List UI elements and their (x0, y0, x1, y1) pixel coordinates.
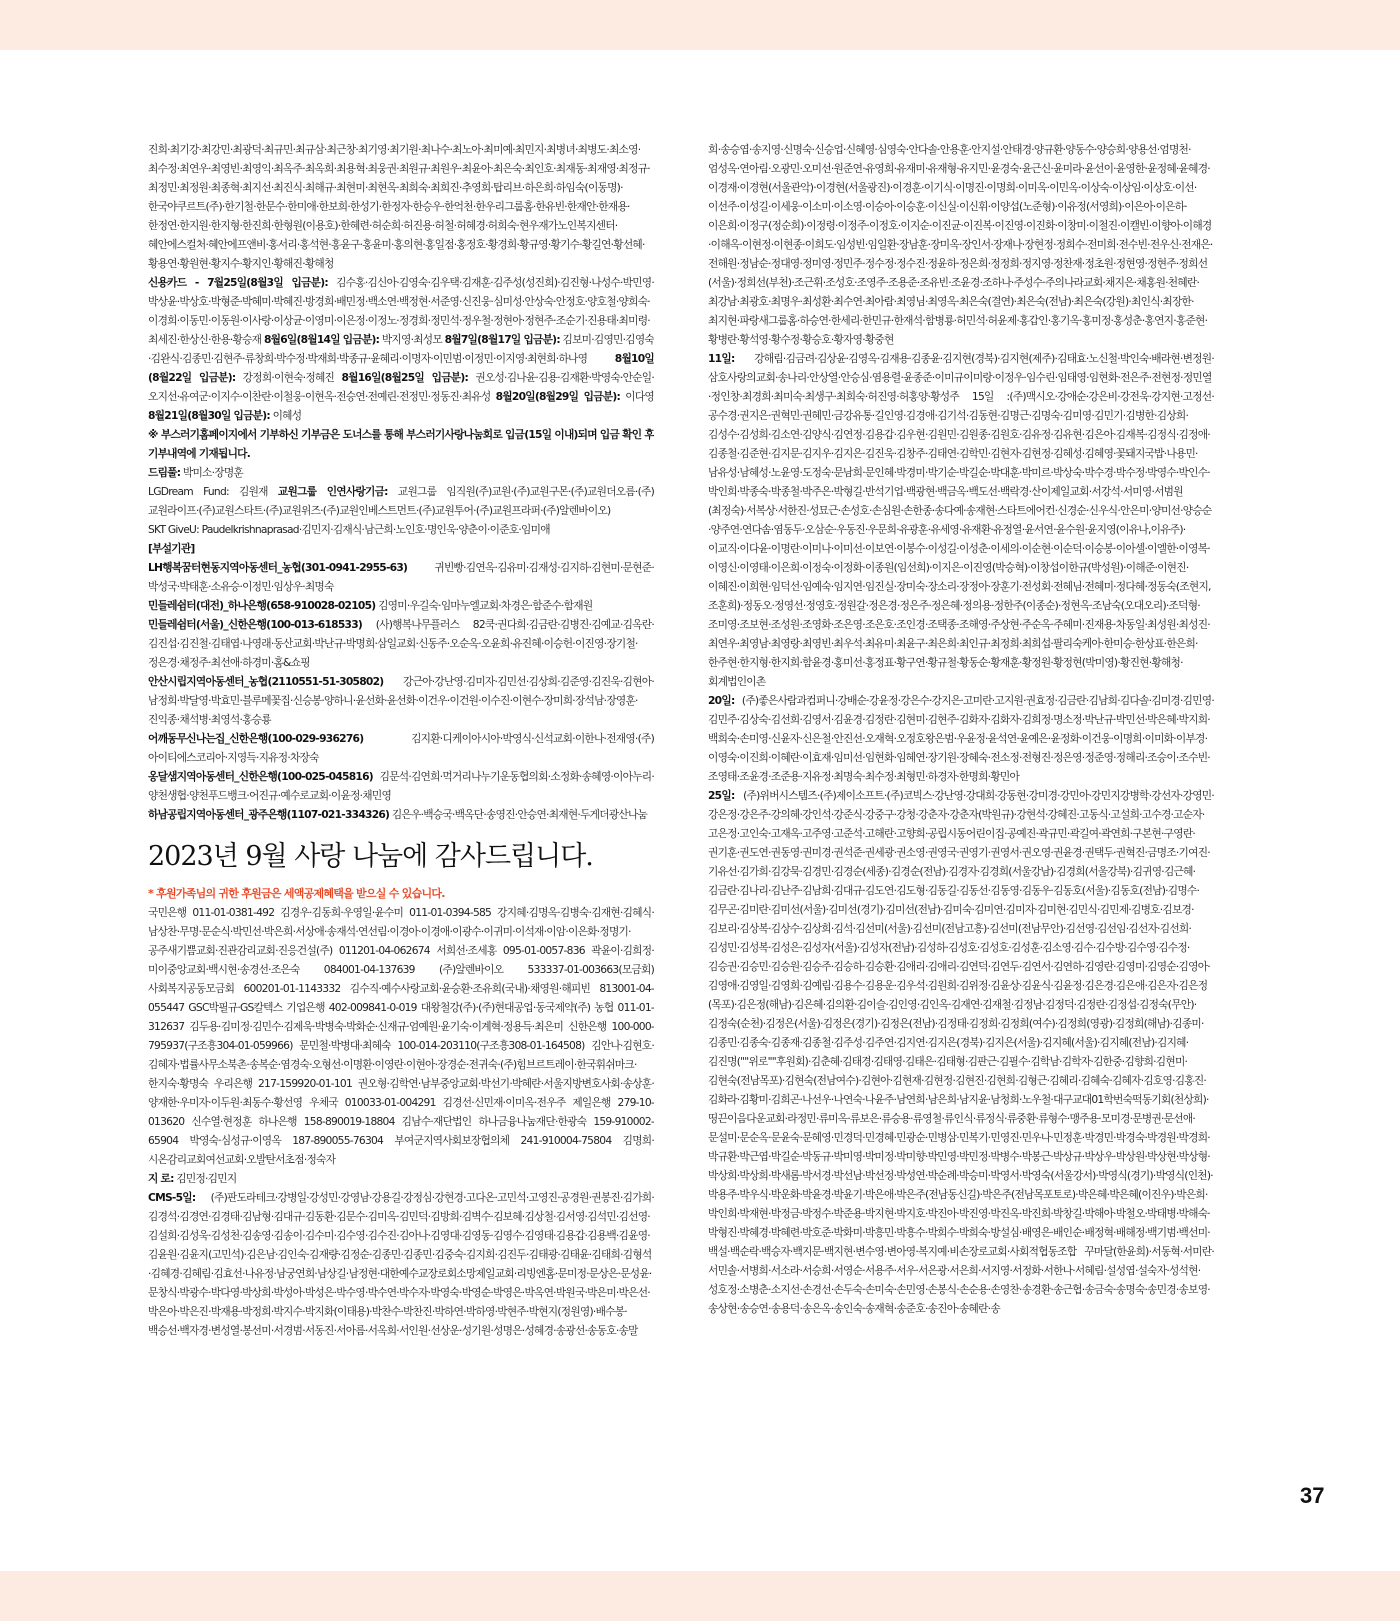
affiliate-2: 민들레쉼터(대전)_하나은행(658-910028-02105) 김영미·우길숙·임마누엘교회·차경은·함준수·함재원 (148, 599, 593, 612)
left-column (148, 140, 654, 1492)
cc4-text: 강정희·이현숙·정혜진 (242, 371, 335, 384)
cc4-label: 8월10일(8월22일 입금분): (148, 352, 654, 384)
affiliate-3: 민들레쉼터(서울)_신한은행(100-013-618533) (사)행복나무플러스 82쿡·권다희·김금란·김병진·김예교·김옥란·김진섭·김진철·김태엽·나영래·동산교회·박난규·박명희·삼일교회·신동주·오순옥·오윤희·유진혜·이승헌·이진영·장기철·정은경·채정주·최선애·하경미·홈&쇼핑 (148, 618, 654, 669)
affiliate-4: 안산시립지역아동센터_농협(2110551-51-305802) 강근아·강난영·김미자·김민선·김상희·김준영·김진욱·김현아·남정희·박달영·박효민·블루메꽃집·신승봉·양하니·윤선화·윤선화·이건우·이건원·이수진·이현수·장미희·장석남·장영훈·진익종·채석병·최영석·홍승룡 (148, 675, 654, 726)
cms-25-line: 25일: (주)위버시스템즈·(주)제이소프트·(주)코빅스·강난영·강대희·강동현·강미경·강민아·강민지강병학·강선자·강영민·강은정·강은주·강의혜·강인석·강준식·강중구·강청·강춘자·강춘자(박원규)·강현석·강혜진·고동식·고설희·고수경·고순자·고은정·고인숙·고재옥·고주영·고준석·고해란·고향희·공립시동어린이집·공예진·곽규민·곽길여·곽연희·구본현·구영란·권기훈·권도연·권동영·권미경·권석준·권세광·권소영·권영국·권영기·권영서·권오영·권윤경·권택두·권혁진·금명조·기여진·기유선·김가희·김강묵·김경민·김경순(세종)·김경순(전남)·김경자·김경희(서울강남)·김경희(서울강북)·김귀영·김근혜·김금란·김나리·김난주·김남희·김대규·김도연·김도형·김동길·김동선·김동영·김동우·김동호(서울)·김동호(전남)·김명수·김무곤·김미란·김미선(서울)·김미선(경기)·김미선(전남)·김미숙·김미연·김미자·김미현·김민식·김민제·김병호·김보경·김보리·김상복·김상수·김상희·김석·김선미(서울)·김선미(전남고흥)·김선미(전남무안)·김선영·김선임·김선자·김선희·김성민·김성복·김성은·김성자(서울)·김성자(전남)·김성하·김성호·김성호·김성훈·김소영·김수·김수방·김수영·김수정·김승권·김승민·김승원·김승주·김승하·김승환·김애리·김애리·김연덕·김연두·김연서·김연하·김영란·김영미·김영순·김영아·김영애·김영일·김영희·김예림·김용수·김용운·김우석·김원희·김위정·김윤상·김윤식·김윤정·김은경·김은애·김은자·김은정(목포)·김은정(해남)·김은혜·김의환·김이슬·김인영·김인옥·김재연·김재철·김정남·김정덕·김정란·김정섭·김정숙(무안)·김정숙(순천)·김정은(서울)·김정은(경기)·김정은(전남)·김정태·김정희·김정희(여수)·김정희(영광)·김정희(해남)·김종미·김종민·김종숙·김종재·김종철·김주성·김주연·김지연·김지은(경북)·김지은(서울)·김지혜(서울)·김지혜(전남)·김지혜·김진명(""위로""후원회)·김춘혜·김태경·김태영·김태은·김태형·김판근·김필수·김학남·김학자·김한중·김향희·김현미·김현숙(전남목포)·김현숙(전남여수)·김현아·김현재·김현정·김현진·김현희·김형근·김혜리·김혜숙·김혜자·김호영·김홍진·김화라·김황미·김희곤·나선우·나연숙·나윤주·남연희·남은희·남지윤·남청희·노우철·대구교대01학번숙떡동기회(천상희)·띵끈이음다운교회·라정민·류미옥·류보은·류승용·류영철·류인식·류정식·류중환·류형수·맹주용·모미경·문병권·문선애·문설미·문순옥·문윤숙·문혜영·민경덕·민경혜·민광순·민병삼·민복기·민영진·민우나·민정훈·박경민·박경숙·박경원·박경희·박규환·박근엽·박길순·박동규·박미영·박미정·박미향·박민영·박민정·박병수·박봉근·박상규·박상우·박상원·박상현·박상형·박상희·박상희·박새롬·박서경·박선남·박선정·박성연·박순례·박승미·박영서·박영숙(서울강서)·박영식(경기)·박영식(인천)·박용주·박우식·박운화·박윤경·박윤기·박은애·박은주(전남동신길)·박은주(전남목포토로)·박은혜·박은혜(이진우)·박은희·박인희·박재현·박정금·박정수·박준용·박지현·박지호·박진아·박진영·박진옥·박진희·박창길·박해아·박철오·박태병·박해숙·박형진·박혜경·박혜련·박호준·박화미·박흥민·박흥수·박희수·박희숙·방설심·배영은·배인순·배정혁·배해정·백기범·백선미·백설·백순락·백승자·백지문·백지현·변수영·변아영·복지예·비손장로교회·사회적협동조합 꾸마달(한윤희)·서동혁·서미란·서민솔·서병희·서소라·서승희·서영순·서용주·서우·서은광·서은희·서지영·서정화·서한나·서혜림·설성엽·설숙자·성석현·성호정·소병춘·소지선·손경선·손두숙·손미숙·손민영·손봉식·손순용·손영찬·송경환·송근협·송금숙·송명숙·송민경·송보영·송상현·송승연·송용덕·송은옥·송인숙·송재혁·송준호·송진아·송혜란·송 (708, 789, 1214, 1315)
bank-donors: 국민은행 011-01-0381-492 김경우·김동희·우영일·윤수미 011-01-0394-585 강지혜·김명옥·김병숙·김재현·김혜식·남상찬·무명·문순식·박민선·박은희·서상애·송재석·연선림·이경아·이경애·이광수·이귀미·이석재·이암·이은화·정명기·공주새기쁨교회·진관감리교회·진응건설(주) 011201-04-062674 서희선·조세홍 095-01-0057-836 곽윤이·김희정·미이중앙교회·백시현·송경선·조은숙 084001-04-137639 (주)알렌바이오 533337-01-003663(모금회) 사회복지공동모금회 600201-01-1143332 김수직·예수사랑교회·윤승환·조유희(국내)·채영원·해피빈 813001-04-055447 GSC박필규·GS칼텍스 기업은행 402-009841-0-019 대왕철강(주)·(주)현대공업·동국제약(주) 농협 011-01-312637 김두용·김미정·김민수·김제욱·박병숙·박화순·신재규·엄예원·윤기숙·이계혁·정용득·최은미 신한은행 100-000-795937(구조흥304-01-059966) 문민철·박병대·최혜숙 100-014-203110(구조흥308-01-164508) 김안나·김현호·김혜자·법률사무소북촌·송복순·염경숙·오형선·이명환·이영란·이현아·장경순·전귀숙·(주)힘브르트레이·한국휘쉬마크·한지숙·황명숙 우리은행 217-159920-01-101 권오형·김학연·남부중앙교회·박선기·박혜란·서울지방변호사회·송상훈·양재한·우미자·이두원·최동수·황선영 우체국 010033-01-004291 김경선·신민재·이미옥·전우주 제일은행 279-10-013620 신수열·현정훈 하나은행 158-890019-18804 김남수·재단법인 하나금융나눔재단·한광숙 159-910002-65904 박영숙·심성규·이영옥 187-890055-76304 부여군지역사회보장협의체 241-910004-75804 김명희·시온감리교회여선교회·오발탄서초점·정숙자 (148, 906, 654, 1166)
cc2-label: 8월6일(8월14일 입금분): (263, 333, 380, 346)
cms-continued: 희·송승엽·송지영·신명숙·신승업·신혜영·심영숙·안다솔·안용훈·안지설·안태경·양규환·양동수·양승희·양용선·엄명천·엄성옥·연아림·오광민·오미선·원준연·유영희·유재미·유재형·유지민·윤경숙·윤근신·윤미라·윤선이·윤영한·윤정혜·윤혜경·이경재·이경현(서울관악)·이경현(서울광진)·이경훈·이기식·이명진·이명희·이미옥·이민옥·이상숙·이상임·이상호·이선·이선주·이성길·이세웅·이소미·이소영·이승아·이승훈·이신실·이신휘·이양섭(노준형)·이유정(서영희)·이은아·이은하·이은희·이정구(정순희)·이정령·이정주·이정호·이지순·이진균·이진복·이진영·이진화·이창미·이철진·이캘빈·이향아·이해경·이해옥·이현정·이현종·이희도·임성빈·임일환·장남훈·장미옥·장인서·장재나·장현정·정희수·전미희·전수빈·전우신·전재은·전해원·정남순·정대영·정미영·정민주·정수정·정수진·정윤하·정은희·정정희·정지영·정찬재·정초원·정현영·정현주·정희선(서울)·정희선(부천)·조근휘·조성호·조영주·조용준·조유빈·조윤경·조하나·주성수·주의나라교회·채지은·채홍원·천혜란·최강남·최광호·최명우·최성환·최수연·최아람·최영님·최영옥·최은숙(결연)·최은숙(전남)·최은숙(강원)·최인식·최장한·최지현·파랑새그룹홈·하승연·한세리·한민규·한재석·함병룡·허민석·허윤제·홍갑인·홍기옥·홍미정·홍성춘·홍연지·홍준현·황병란·황석영·황수정·황승호·황자영·황중현 (708, 143, 1213, 346)
cc-label: 신용카드 - 7월25일(8월3일 입금분): (148, 276, 328, 289)
cc5-text: 권오성·김나윤·김용·김재환·박영숙·안순일·오지선·유여군·이지수·이찬란·이철웅·이현옥·전승연·전예린·전정민·정동진·최유성 (148, 371, 654, 403)
affiliate-5: 어깨동무신나는집_신한은행(100-029-936276) 김지환·디케이아시아·박영식·신석교회·이한나·전재영·(주)아이티에스코리아·지영득·지유정·차장숙 (148, 732, 654, 764)
affiliate-6: 옹달샘지역아동센터_신한은행(100-025-045816) 김문석·김연희·먹거리나누기운동협의회·소정화·송혜영·이아누리·양천생협·양천푸드뱅크·어진규·예수로교회·이윤정·채민영 (148, 770, 654, 802)
skt-giveu: SKT GiveU: Paudelkrishnaprasad·김민지·김재식·남근희·노인호·명인욱·양춘이·이준호·임미애 (148, 523, 550, 536)
page-headline: 2023년 9월 사랑 나눔에 감사드립니다. (148, 841, 593, 872)
affiliate-7: 하남공립지역아동센터_광주은행(1107-021-334326) 김은우·백승국·백옥단·송영진·안승연·최재현·두게더광산나눔 (148, 808, 648, 821)
credit-card-section (148, 273, 654, 425)
cc-text: 김수홍·김신아·김영숙·김우택·김재훈·김주성(성진희)·김진형·나성수·박민영·박상윤·박상호·박형준·박혜미·박혜진·방경희·배민정·백소연·백정현·서준영·신진웅·심미성·안상숙·안정호·양호철·양희숙·이경희·이동민·이동원·이사랑·이상균·이영미·이은정·이정노·정경희·정민석·정우철·정현아·정현주·조순기·진용태·최미령·최세진·한상신·한용·황승재 (148, 276, 654, 346)
cc6-label: 8월20일(8월29일 입금분): (495, 390, 621, 403)
page-number: 37 (1300, 1483, 1325, 1508)
cms-11-line: 11일: 강해림·김금려·김상윤·김영옥·김재용·김종윤·김지현(경북)·김지현(제주)·김태효·노신철·박인숙·배라현·변정원·삼호사랑의교회·송나리·안상열·안승심·염용렬·윤종준·이미규이미랑·이정우·임수린·임태영·임현화·전은주·전현정·정민열·정인창·최경희·최미숙·최생구·최희숙·허진영·허홍양·황성주 15일 :(주)맥시오·강애순·강은비·강전욱·강지현·고정선·공수경·권지은·권혁민·권혜민·금강유통·길인영·김경애·김기석·김동현·김명근·김명숙·김미영·김민기·김병한·김상희·김성수·김성희·김소연·김양식·김연정·김용갑·김우현·김원민·김원종·김원호·김유정·김유현·김은아·김재복·김정식·김정애·김종철·김준현·김지문·김지우·김지은·김진욱·김창주·김태연·김학민·김현자·김현정·김혜성·김혜영·꽃돼지국밥·나용민·남유성·남혜성·노윤영·도정숙·문남희·문인혜·박경미·박기순·박길순·박대훈·박미르·박상숙·박수경·박수정·박영수·박인수·박인희·박종숙·박종철·박주은·박형길·반석기업·백광현·백금옥·백도선·백락경·산이제일교회·서강석·서미영·서범원(최정숙)·서복상·서한진·성묘근·손성호·손심원·손한종·송다예·송재현·스타트에어컨·신경순·신우식·안은미·양미선·양승순·양주연·연다솜·염동두·오삼순·우동진·우문희·유광훈·유세영·유재환·유정열·윤서연·윤수원·윤지영(이유나,이유주)·이교직·이다윤·이명란·이미나·이미선·이보연·이봉수·이성길·이성춘·이세의·이순현·이순덕·이승봉·이아셀·이엘한·이영복·이영신·이영태·이은희·이정숙·이정화·이종원(임선희)·이지은·이진영(박승혁)·이창섭이한규(박성원)·이해준·이현진·이혜진·이희현·임덕선·임예숙·임지연·임진실·장미숙·장소리·장정아·장훈기·전성회·전혜님·전혜미·정다혜·정동숙(조현지,조훈희)·정동오·정영선·정영호·정원갈·정은경·정은주·정은혜·정의용·정한주(이종순)·정현옥·조남숙(오대오리)·조덕형·조미영·조보현·조성원·조영화·조은영·조은호·조인경·조택종·조해영·주상현·주순옥·주혜미·진재용·차동일·최성원·최성진·최연우·최영남·최영랑·최영빈·최우석·최유미·최윤구·최은희·최인규·최정희·최희섭·팔리숙케아·한미승·한상표·한은희·한주현·한지형·한지희·함윤경·홍미선·홍정표·황구연·황규철·황동순·황재훈·황정원·황정현(박미영)·황진현·황해청·회계법인이촌 (708, 352, 1214, 688)
cc5-label: 8월16일(8월25일 입금분): (341, 371, 469, 384)
affiliate-1: LH행복꿈터현동지역아동센터_농협(301-0941-2955-63) 귀빈빵·김연옥·김유미·김재성·김지하·김현미·문현준·박성국·박태훈·소유승·이정민·임상우·최명숙 (148, 561, 654, 593)
right-column (708, 140, 1214, 1492)
cms-20-line: 20일: (주)좋은사람과컴퍼니·강배순·강윤정·강은수·강지은·고미란·고지원·권효정·김금란·김남희·김다솔·김미경·김민영·김민주·김상숙·김선희·김영서·김윤경·김정란·김현미·김현주·김화자·김화자·김희정·명소정·박난규·박민선·박은혜·박지희·백희숙·손미영·신윤자·신은철·안진선·오재혁·오정호왕은범·우윤정·윤석연·윤예은·윤정화·이건웅·이명희·이미화·이부경·이영숙·이진희·이혜란·이효재·임미선·임현화·임혜연·장기원·장혜숙·전소정·전형진·정은영·정준영·정해리·조승이·조수빈·조영태·조윤경·조준용·지유정·최명숙·최수정·최형민·하경자·한명희·황민아 (708, 694, 1214, 783)
giro-line: 지 로: 김민정·김민지 (148, 1172, 237, 1185)
donor-list-continued: 진희·최기강·최강민·최광덕·최규민·최규삼·최근창·최기영·최기원·최나수·최노아·최미예·최민지·최병녀·최병도·최소영·최수정·최연우·최영빈·최영익·최옥주·최옥희·최용혁·최웅권·최원규·최원우·최윤아·최은숙·최인호·최재동·최재영·최정규·최정민·최정원·최종혁·최지선·최진식·최해규·최현미·최현옥·최희숙·최희진·추영희·탑리브·하은희·하임숙(이동명)·한국야쿠르트(주)·한기철·한문수·한미애·한보희·한성기·한정자·한승우·한억천·한우리그룹홈·한유빈·한재안·한재용·한정연·한지원·한지형·한진희·한형원(이용호)·한혜련·허순희·허진용·허철·허혜경·허희숙·현우재가노인복지센터·혜안에스컬처·혜안에프앤비·홍서리·홍석현·홍윤구·홍윤미·홍의현·홍일점·홍정호·황경희·황규영·황기수·황길연·황선혜·황용연·황원현·황지수·황지인·황해진·황해청 (148, 143, 650, 270)
top-band (0, 0, 1400, 50)
lg-dream-fund: LGDream Fund: 김원재 교원그룹 인연사랑기금: 교원그룹 임직원(주)교원·(주)교원구몬·(주)교원더오름·(주)교원라이프·(주)교원스타트·(주)교원위즈·(주)교원인베스트먼트·(주)교원투어·(주)교원프라퍼·(주)알렌바이오) (148, 485, 654, 517)
cc3-label: 8월7일(8월17일 입금분): (444, 333, 560, 346)
dreampool-line: 드림풀: 박미소·장명훈 (148, 466, 243, 479)
cc6-text: 이다영 (625, 390, 654, 403)
tax-notice: * 후원가족님의 귀한 후원금은 세액공제혜택을 받으실 수 있습니다. (148, 887, 445, 900)
cc7-label: 8월21일(8월30일 입금분): (148, 409, 270, 422)
affiliated-institutions-title: [부설기관] (148, 542, 195, 555)
bottom-band (0, 1571, 1400, 1621)
cms-5-line: CMS-5일: (주)판도라테크·강병일·강성민·강영남·강용길·강정심·강현경·고다온·고민석·고영진·공경원·권봉진·김가희·김경석·김경연·김경태·김남형·김대규·김동환·김문수·김미옥·김민덕·김방희·김벽수·김보혜·김상철·김서영·김석민·김선영·김설희·김성욱·김성천·김송영·김송이·김수미·김수영·김수진·김아나·김영대·김영동·김영수·김영태·김용갑·김용백·김윤영·김윤원·김윤지(고민석)·김은남·김인숙·김재량·김정순·김종민·김종민·김중숙·김지희·김진두·김태광·김태윤·김태희·김형석·김혜경·김혜림·김효선·나유정·남궁연희·남상길·남정현·대한예수교장로회소망제일교회·리빙엔홈·문미정·문상은·문성윤·문창식·박광수·박다영·박상희·박성아·박성은·박수영·박수연·박수자·박영숙·박영순·박영은·박옥연·박원국·박은미·박은선·박은아·박은진·박재용·박정희·박지수·박지화(이태용)·박찬수·박찬진·박하연·박하영·박현주·박현지(정원영)·배수봉·백승선·백자경·변성열·봉선미·서경범·서동진·서아름·서옥희·서인원·선상운·성기원·성명은·성혜경·송광선·송동호·송말 (148, 1191, 654, 1337)
busan-notice: ※ 부스러기홈페이지에서 기부하신 기부금은 도너스를 통해 부스러기사랑나눔회로 입금(15일 이내)되며 입금 확인 후 기부내역에 기재됩니다. (148, 428, 654, 460)
cc3-text: 김보미·김영민·김영숙·김완식·김종민·김현주·류창희·박수정·박재희·박종규·윤혜리·이명자·이민범·이정민·이지영·최현희·하나영 (148, 333, 654, 365)
cc2-text: 박지영·최성모 (381, 333, 442, 346)
cc7-text: 이혜성 (272, 409, 302, 422)
